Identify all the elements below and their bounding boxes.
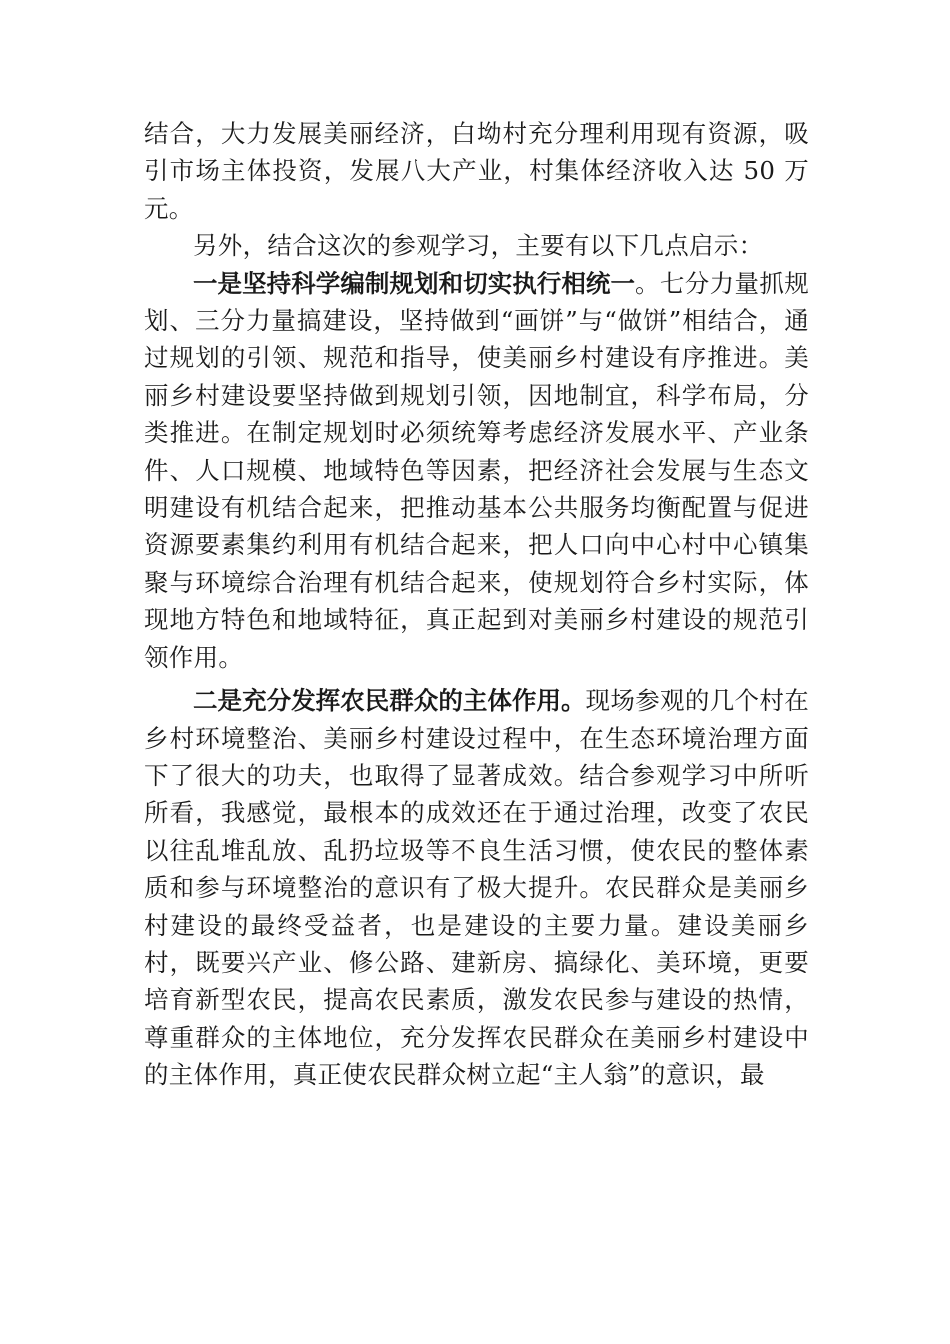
paragraph-point-one <box>144 265 809 676</box>
document-body <box>144 115 809 1094</box>
paragraph-continuation <box>144 115 809 227</box>
paragraph-lead-heading: 一是坚持科学编制规划和切实执行相统一 <box>193 268 636 298</box>
paragraph-lead-heading: 二是充分发挥农民群众的主体作用。 <box>193 686 586 716</box>
paragraph-point-two <box>144 682 809 1093</box>
paragraph-text: 结合，大力发展美丽经济，白坳村充分理利用现有资源，吸引市场主体投资，发展八大产业，村集体经济收入达 50 万元。 <box>144 119 809 223</box>
paragraph-text: 。七分力量抓规划、三分力量搞建设，坚持做到“画饼”与“做饼”相结合，通过规划的引领、规范和指导，使美丽乡村建设有序推进。美丽乡村建设要坚持做到规划引领，因地制宜，科学布局，分类推进。在制定规划时必须统筹考虑经济发展水平、产业条件、人口规模、地域特色等因素，把经济社会发展与生态文明建设有机结合起来，把推动基本公共服务均衡配置与促进资源要素集约利用有机结合起来，把人口向中心村中心镇集聚与环境综合治理有机结合起来，使规划符合乡村实际，体现地方特色和地域特征，真正起到对美丽乡村建设的规范引领作用。 <box>144 268 809 672</box>
paragraph-text: 现场参观的几个村在乡村环境整治、美丽乡村建设过程中，在生态环境治理方面下了很大的功夫，也取得了显著成效。结合参观学习中所听所看，我感觉，最根本的成效还在于通过治理，改变了农民以往乱堆乱放、乱扔垃圾等不良生活习惯，使农民的整体素质和参与环境整治的意识有了极大提升。农民群众是美丽乡村建设的最终受益者，也是建设的主要力量。建设美丽乡村，既要兴产业、修公路、建新房、搞绿化、美环境，更要培育新型农民，提高农民素质，激发农民参与建设的热情，尊重群众的主体地位，充分发挥农民群众在美丽乡村建设中的主体作用，真正使农民群众树立起“主人翁”的意识，最 <box>144 686 809 1090</box>
paragraph-text: 另外，结合这次的参观学习，主要有以下几点启示： <box>193 231 764 261</box>
paragraph-intro <box>144 227 809 264</box>
